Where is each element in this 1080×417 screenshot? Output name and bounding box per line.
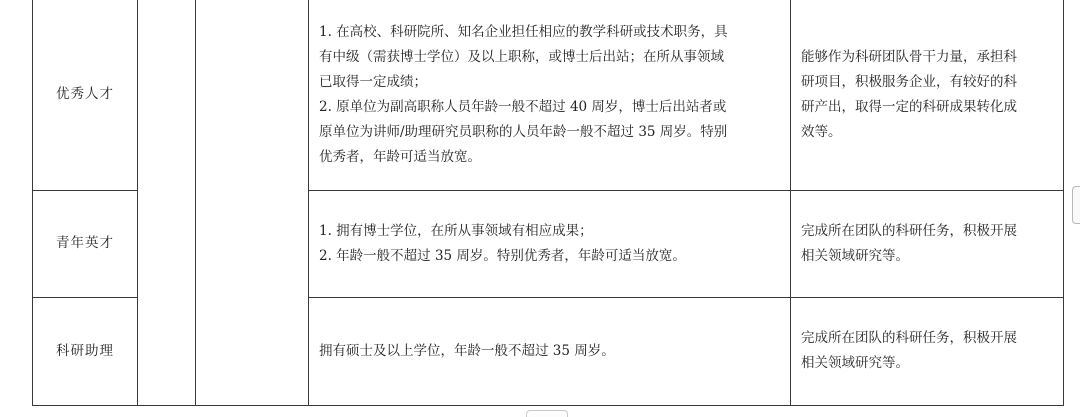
requirement-item: 1. 在高校、科研院所、知名企业担任相应的教学科研或技术职务，具 有中级（需获博士学位）及以上职称，或博士后出站；在所从事领域 已取得一定成绩； (319, 23, 728, 90)
talent-requirements-table-frame (32, 0, 1063, 405)
requirement-item: 2. 原单位为副高职称人员年龄一般不超过 40 周岁，博士后出站者或 原单位为讲师/助理研究员职称的人员年龄一般不超过 35 周岁。特别 优秀者，年龄可适当放宽。 (319, 98, 728, 165)
duties-cell (791, 297, 1064, 405)
requirement-item: 2. 年龄一般不超过 35 周岁。特别优秀者，年龄可适当放宽。 (319, 247, 686, 264)
duties-text: 完成所在团队的科研任务，积极开展 相关领域研究等。 (801, 222, 1017, 264)
category-cell (33, 0, 138, 190)
category-label: 优秀人才 (56, 86, 114, 103)
requirement-item: 拥有硕士及以上学位，年龄一般不超过 35 周岁。 (319, 342, 615, 359)
duties-text: 能够作为科研团队骨干力量，承担科 研项目，积极服务企业，有较好的科 研产出，取得一定的科研成果转化成 效等。 (801, 48, 1017, 140)
requirements-cell (309, 297, 791, 405)
duties-text: 完成所在团队的科研任务，积极开展 相关领域研究等。 (801, 330, 1017, 371)
table-row-excellent-talent (33, 0, 1064, 190)
requirements-cell (309, 190, 791, 297)
category-label: 科研助理 (56, 342, 114, 359)
talent-requirements-table (32, 0, 1064, 406)
category-cell (33, 297, 138, 405)
category-label: 青年英才 (56, 235, 114, 251)
category-cell (33, 190, 138, 297)
duties-cell (791, 0, 1064, 190)
side-scroll-handle[interactable] (1072, 186, 1080, 224)
empty-cell (138, 0, 196, 405)
requirement-item: 1. 拥有博士学位，在所从事领域有相应成果； (319, 222, 593, 239)
empty-cell (196, 0, 309, 405)
page-nav-control[interactable] (526, 410, 568, 417)
requirements-cell (309, 0, 791, 190)
duties-cell (791, 190, 1064, 297)
